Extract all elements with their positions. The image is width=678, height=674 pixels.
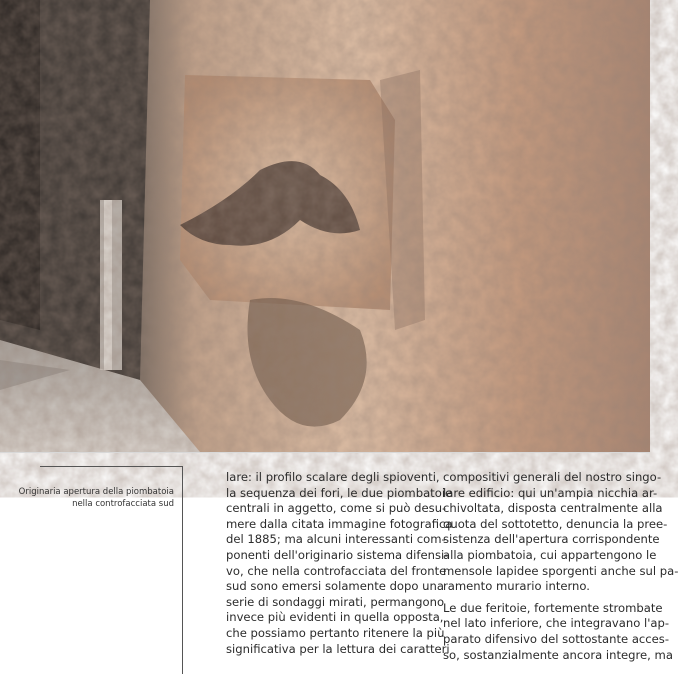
text-line: lare: il profilo scalare degli spioventi, <box>226 470 440 484</box>
text-line: Le due feritoie, fortemente strombate <box>443 600 663 615</box>
text-line: quota del sottotetto, denuncia la pree- <box>443 516 668 531</box>
text-line: sistenza dell'apertura corrispondente <box>443 532 660 547</box>
photo-bottom-edge <box>0 452 650 453</box>
text-line: centrali in aggetto, come si può desu- <box>226 501 447 516</box>
text-line: so, sostanzialmente ancora integre, ma <box>443 647 673 662</box>
caption-line-1: Originaria apertura della piombatoia <box>18 487 174 497</box>
text-line: compositivi generali del nostro singo- <box>443 470 662 484</box>
text-column-1 <box>226 470 453 657</box>
caption-line-2: nella controfacciata sud <box>72 499 174 509</box>
text-line: serie di sondaggi mirati, permangono <box>226 594 445 609</box>
text-line: significativa per la lettura dei caratteri <box>226 641 450 656</box>
text-line: del 1885; ma alcuni interessanti com- <box>226 532 446 547</box>
text-line: lare edificio: qui un'ampia nicchia ar- <box>443 485 658 500</box>
photo-caption <box>6 486 174 510</box>
text-line: nel lato inferiore, che integravano l'ap- <box>443 616 670 631</box>
text-line: la sequenza dei fori, le due piombatoie <box>226 485 453 500</box>
text-line: che possiamo pertanto ritenere la più <box>226 625 445 640</box>
caption-rule-horizontal <box>40 466 182 467</box>
caption-rule-vertical <box>182 466 183 674</box>
text-line: mere dalla citata immagine fotografica <box>226 516 453 531</box>
text-line: sud sono emersi solamente dopo una <box>226 579 444 594</box>
text-column-2 <box>443 470 678 663</box>
text-line: ramento murario interno. <box>443 579 590 594</box>
text-line: chivoltata, disposta centralmente alla <box>443 501 663 516</box>
text-line: invece più evidenti in quella opposta, <box>226 610 444 625</box>
text-line: alla piombatoia, cui appartengono le <box>443 547 657 562</box>
text-line: ponenti dell'originario sistema difensi- <box>226 547 449 562</box>
text-line: vo, che nella controfacciata del fronte <box>226 563 447 578</box>
text-line: parato difensivo del sottostante acces- <box>443 631 670 646</box>
text-line: mensole lapidee sporgenti anche sul pa- <box>443 563 678 578</box>
